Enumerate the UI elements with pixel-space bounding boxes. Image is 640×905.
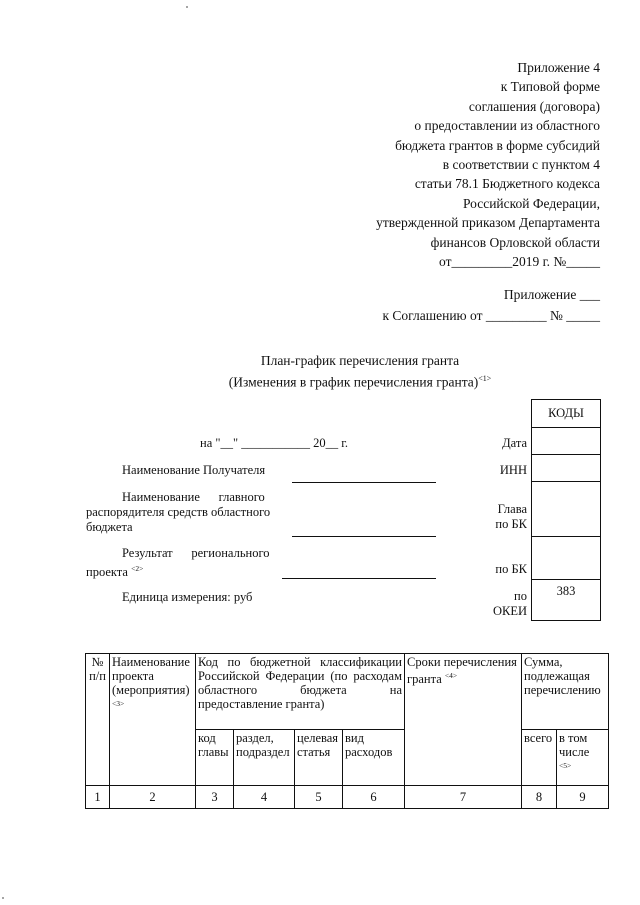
code-label-line: ОКЕИ (492, 604, 527, 618)
footnote-ref: <1> (478, 374, 492, 383)
result-label-line (86, 561, 278, 580)
code-label-glava (470, 502, 527, 532)
title-line: План-график перечисления гранта (260, 353, 460, 368)
result-label (86, 546, 278, 580)
result-label-text: проекта (86, 565, 128, 580)
column-number: 8 (522, 786, 557, 809)
code-label-pobk: по БК (495, 562, 527, 576)
codes-header: КОДЫ (532, 400, 601, 428)
col-header-num: № п/п (86, 654, 110, 786)
result-field-line (282, 578, 436, 579)
col-header-total: всего (522, 730, 557, 786)
document-title (185, 352, 535, 392)
code-label-line: Глава (497, 502, 527, 516)
header-line: бюджета грантов в форме субсидий (395, 137, 600, 153)
col-header-statya: целевая статья (295, 730, 343, 786)
code-label-date: Дата (502, 436, 527, 450)
header-line: в соответствии с пунктом 4 (442, 157, 600, 173)
header-line: к Типовой форме (500, 79, 600, 95)
result-label-line: Результат регионального (122, 546, 270, 560)
footnote-ref: <5> (559, 761, 572, 770)
recipient-label: Наименование Получателя (122, 463, 266, 477)
column-number-row (86, 786, 609, 809)
approval-header (376, 58, 600, 271)
col-header-name (110, 654, 196, 786)
scan-speck (2, 897, 4, 899)
manager-field-line (292, 536, 436, 537)
title-line-text: (Изменения в график перечисления гранта) (228, 374, 479, 390)
scan-speck (186, 6, 188, 8)
footnote-ref: <4> (444, 671, 458, 680)
code-label-line: по БК (495, 517, 527, 531)
code-glava-cell (532, 482, 601, 537)
col-header-including (557, 730, 609, 786)
code-date-cell (532, 428, 601, 455)
title-line (185, 370, 535, 392)
header-line: Приложение 4 (517, 60, 600, 75)
transfer-schedule-table (85, 653, 609, 809)
header-line: Российской Федерации, (462, 195, 600, 211)
column-number: 5 (295, 786, 343, 809)
manager-label-line: распорядителя средств областного (86, 505, 271, 519)
recipient-field-line (292, 482, 436, 483)
header-line: финансов Орловской области (430, 234, 600, 250)
appendix-line: к Соглашению от _________ № _____ (382, 308, 600, 323)
code-label-line: по (514, 589, 527, 603)
col-header-vid: вид расходов (343, 730, 405, 786)
header-line: утвержденной приказом Департамента (376, 215, 600, 231)
col-header-including-text: в том числе (559, 731, 590, 759)
code-pobk-cell (532, 537, 601, 580)
column-number: 9 (557, 786, 609, 809)
agreement-appendix (382, 284, 600, 326)
header-line: о предоставлении из областного (414, 118, 600, 134)
col-header-terms-text: Сроки перечисления гранта (407, 655, 517, 687)
col-header-budget-code: Код по бюджетной классификации Российской Федерации (по расходам областного бюджета на предоставление гранта) (196, 654, 405, 730)
col-header-glava: код главы (196, 730, 234, 786)
column-number: 4 (234, 786, 295, 809)
footnote-ref: <3> (112, 699, 125, 708)
footnote-ref: <2> (131, 564, 144, 573)
col-header-terms (405, 654, 522, 786)
column-number: 3 (196, 786, 234, 809)
code-label-okei (470, 589, 527, 619)
header-line: от_________2019 г. №_____ (439, 254, 600, 270)
col-header-razdel: раздел, подраздел (234, 730, 295, 786)
column-number: 2 (110, 786, 196, 809)
code-okei-cell: 383 (532, 580, 601, 621)
header-line: статьи 78.1 Бюджетного кодекса (414, 176, 600, 192)
column-number: 1 (86, 786, 110, 809)
codes-box (531, 399, 601, 621)
appendix-line: Приложение ___ (503, 287, 600, 302)
column-number: 7 (405, 786, 522, 809)
code-label-inn: ИНН (499, 463, 527, 477)
col-header-sum: Сумма, подлежащая перечислению (522, 654, 609, 730)
code-inn-cell (532, 455, 601, 482)
unit-label: Единица измерения: руб (122, 590, 253, 604)
manager-label (86, 490, 278, 535)
col-header-name-text: Наименование проекта (мероприятия) (112, 655, 190, 697)
manager-label-line: Наименование главного (122, 490, 265, 504)
manager-label-line: бюджета (86, 520, 133, 534)
date-line: на "__" ___________ 20__ г. (200, 436, 349, 450)
header-line: соглашения (договора) (468, 98, 600, 114)
column-number: 6 (343, 786, 405, 809)
